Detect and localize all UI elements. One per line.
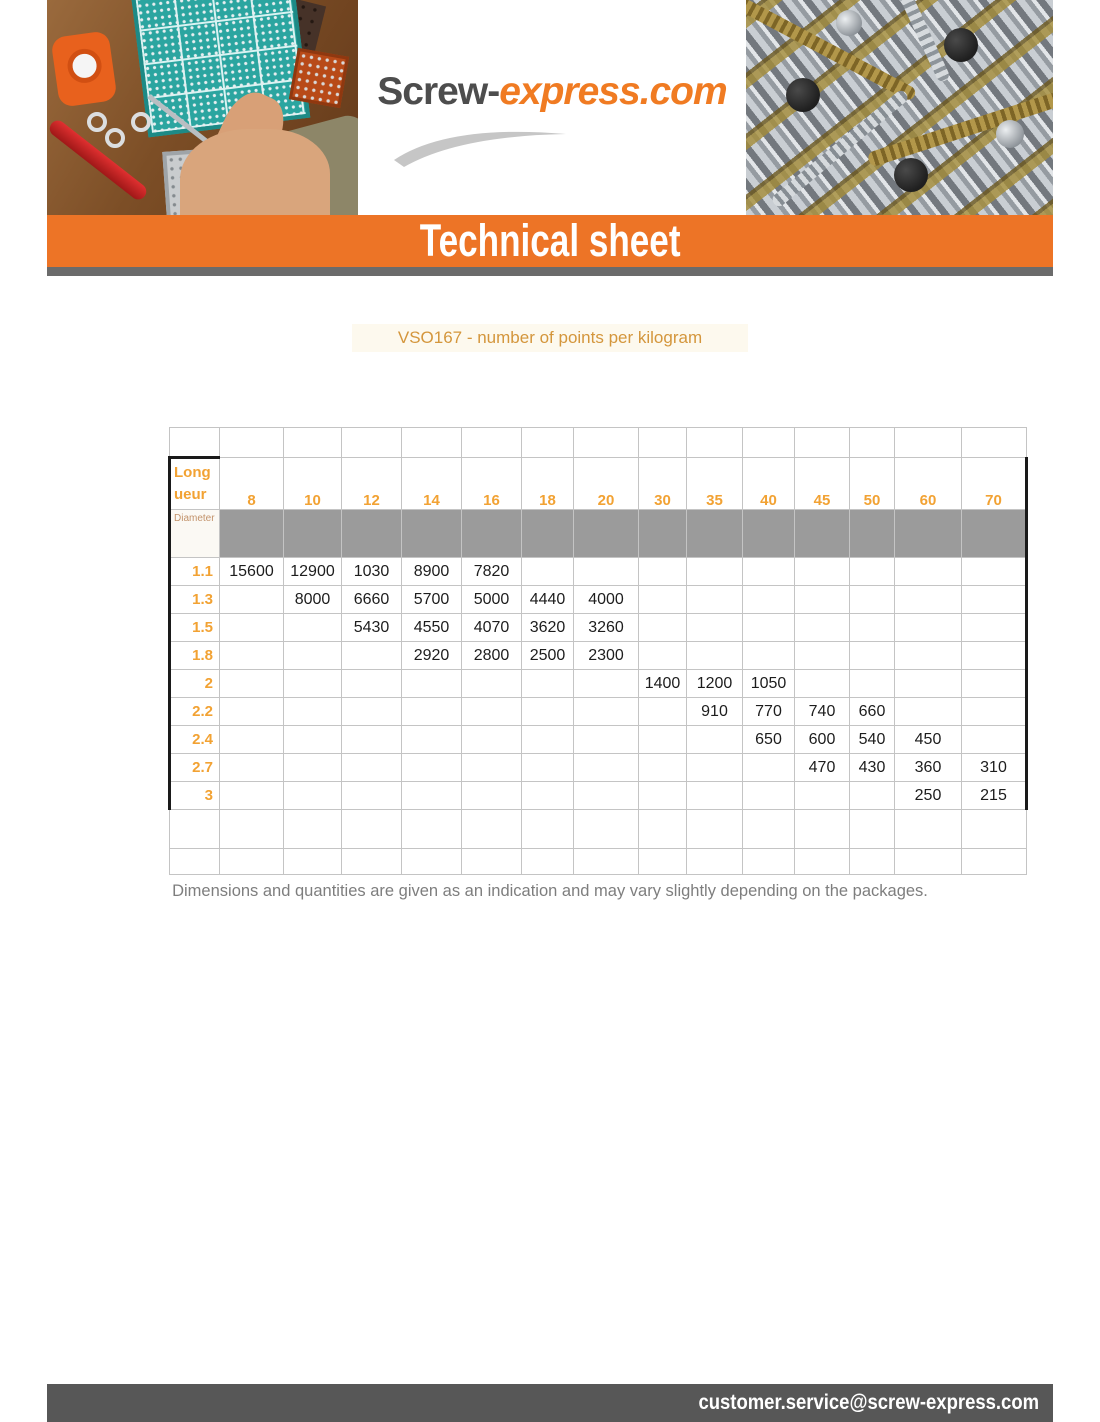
value-cell	[220, 586, 284, 614]
gray-cell	[962, 510, 1027, 558]
empty-cell	[639, 428, 687, 458]
value-cell	[522, 558, 574, 586]
value-cell	[522, 670, 574, 698]
value-cell	[895, 670, 962, 698]
value-cell: 1030	[342, 558, 402, 586]
washer	[105, 128, 125, 148]
value-cell	[220, 726, 284, 754]
hand	[180, 129, 330, 215]
length-col-header: 60	[895, 458, 962, 510]
page-title: VSO167 - number of points per kilogram	[352, 324, 748, 352]
logo-swoosh	[388, 120, 578, 170]
empty-cell	[895, 428, 962, 458]
length-col-header: 35	[687, 458, 743, 510]
value-cell	[220, 698, 284, 726]
length-col-header: 18	[522, 458, 574, 510]
value-cell	[962, 670, 1027, 698]
value-cell	[795, 614, 850, 642]
value-cell	[962, 726, 1027, 754]
value-cell	[850, 670, 895, 698]
value-cell: 4070	[462, 614, 522, 642]
table-row	[170, 510, 1027, 558]
value-cell: 250	[895, 782, 962, 810]
value-cell	[743, 642, 795, 670]
empty-cell	[220, 810, 284, 849]
table-row	[170, 558, 1027, 586]
workbench-photo	[47, 0, 358, 215]
empty-cell	[850, 428, 895, 458]
table-row	[170, 810, 1027, 849]
value-cell: 910	[687, 698, 743, 726]
diameter-row-label: 2.4	[170, 726, 220, 754]
empty-cell	[895, 810, 962, 849]
gray-cell	[687, 510, 743, 558]
value-cell	[284, 642, 342, 670]
empty-cell	[687, 428, 743, 458]
gray-cell	[462, 510, 522, 558]
empty-cell	[402, 428, 462, 458]
gray-cell	[574, 510, 639, 558]
empty-cell	[743, 428, 795, 458]
value-cell	[220, 754, 284, 782]
empty-cell	[574, 428, 639, 458]
length-col-header: 45	[795, 458, 850, 510]
value-cell	[284, 726, 342, 754]
value-cell	[462, 754, 522, 782]
value-cell	[795, 586, 850, 614]
footnote: Dimensions and quantities are given as an indication and may vary slightly depending on the packages.	[172, 882, 928, 900]
value-cell: 7820	[462, 558, 522, 586]
value-cell	[850, 782, 895, 810]
empty-cell	[743, 849, 795, 875]
value-cell	[895, 558, 962, 586]
value-cell	[402, 670, 462, 698]
table-row	[170, 849, 1027, 875]
value-cell: 2800	[462, 642, 522, 670]
value-cell	[220, 782, 284, 810]
value-cell: 740	[795, 698, 850, 726]
value-cell	[850, 642, 895, 670]
value-cell: 215	[962, 782, 1027, 810]
screw-head	[894, 158, 928, 192]
value-cell: 4550	[402, 614, 462, 642]
empty-cell	[462, 849, 522, 875]
value-cell	[574, 558, 639, 586]
washer	[131, 112, 151, 132]
gray-cell	[342, 510, 402, 558]
value-cell	[962, 642, 1027, 670]
value-cell	[687, 754, 743, 782]
length-col-header: 40	[743, 458, 795, 510]
diameter-row-label: 2.2	[170, 698, 220, 726]
table-row	[170, 428, 1027, 458]
value-cell	[220, 642, 284, 670]
value-cell: 2500	[522, 642, 574, 670]
value-cell: 12900	[284, 558, 342, 586]
table-row	[170, 642, 1027, 670]
value-cell	[895, 698, 962, 726]
table-row	[170, 670, 1027, 698]
value-cell	[402, 698, 462, 726]
empty-cell	[795, 810, 850, 849]
value-cell	[342, 670, 402, 698]
points-per-kilogram-table	[168, 427, 1028, 875]
empty-cell	[574, 849, 639, 875]
value-cell: 6660	[342, 586, 402, 614]
screw-head	[836, 10, 862, 36]
empty-cell	[687, 810, 743, 849]
value-cell: 3260	[574, 614, 639, 642]
length-col-header: 14	[402, 458, 462, 510]
table-row	[170, 614, 1027, 642]
value-cell	[962, 586, 1027, 614]
value-cell	[795, 782, 850, 810]
value-cell	[795, 670, 850, 698]
value-cell: 8900	[402, 558, 462, 586]
value-cell: 5700	[402, 586, 462, 614]
value-cell	[639, 614, 687, 642]
value-cell	[895, 586, 962, 614]
screw-head	[996, 120, 1024, 148]
value-cell: 1400	[639, 670, 687, 698]
empty-cell	[639, 849, 687, 875]
value-cell: 3620	[522, 614, 574, 642]
value-cell	[284, 614, 342, 642]
value-cell	[687, 586, 743, 614]
diameter-row-label: 3	[170, 782, 220, 810]
length-col-header: 30	[639, 458, 687, 510]
empty-cell	[462, 810, 522, 849]
value-cell: 360	[895, 754, 962, 782]
technical-sheet-banner	[47, 215, 1053, 267]
empty-cell	[743, 810, 795, 849]
value-cell	[895, 642, 962, 670]
value-cell	[743, 782, 795, 810]
table-row	[170, 698, 1027, 726]
value-cell	[342, 754, 402, 782]
empty-cell	[170, 428, 220, 458]
logo-text-screw: Screw-	[377, 70, 500, 113]
table-row	[170, 754, 1027, 782]
gray-cell	[284, 510, 342, 558]
value-cell: 4000	[574, 586, 639, 614]
value-cell	[743, 614, 795, 642]
length-col-header: 20	[574, 458, 639, 510]
empty-cell	[574, 810, 639, 849]
screws-photo	[746, 0, 1053, 215]
screw-head	[786, 78, 820, 112]
empty-cell	[342, 849, 402, 875]
empty-cell	[850, 849, 895, 875]
diameter-row-label: 2.7	[170, 754, 220, 782]
banner-title: Technical sheet	[419, 215, 681, 266]
empty-cell	[850, 810, 895, 849]
value-cell: 15600	[220, 558, 284, 586]
value-cell: 2300	[574, 642, 639, 670]
value-cell	[284, 698, 342, 726]
value-cell	[743, 586, 795, 614]
value-cell	[895, 614, 962, 642]
value-cell	[639, 754, 687, 782]
value-cell	[402, 782, 462, 810]
length-col-header: 8	[220, 458, 284, 510]
length-col-header: 70	[962, 458, 1027, 510]
empty-cell	[795, 428, 850, 458]
value-cell	[342, 782, 402, 810]
length-col-header: 10	[284, 458, 342, 510]
value-cell	[639, 726, 687, 754]
value-cell	[574, 782, 639, 810]
length-col-header: 16	[462, 458, 522, 510]
value-cell	[850, 614, 895, 642]
value-cell	[574, 726, 639, 754]
table-row	[170, 586, 1027, 614]
value-cell	[342, 642, 402, 670]
diameter-row-label: 1.1	[170, 558, 220, 586]
value-cell	[284, 670, 342, 698]
value-cell: 5000	[462, 586, 522, 614]
value-cell: 8000	[284, 586, 342, 614]
gray-cell	[522, 510, 574, 558]
value-cell	[402, 726, 462, 754]
value-cell: 650	[743, 726, 795, 754]
value-cell	[850, 586, 895, 614]
value-cell	[639, 698, 687, 726]
empty-cell	[895, 849, 962, 875]
gray-cell	[850, 510, 895, 558]
value-cell: 1200	[687, 670, 743, 698]
empty-cell	[522, 428, 574, 458]
gray-cell	[402, 510, 462, 558]
value-cell: 770	[743, 698, 795, 726]
value-cell	[962, 558, 1027, 586]
empty-cell	[795, 849, 850, 875]
length-header-cell	[170, 458, 220, 510]
value-cell	[462, 782, 522, 810]
value-cell: 5430	[342, 614, 402, 642]
value-cell	[462, 698, 522, 726]
gray-cell	[639, 510, 687, 558]
washer	[87, 112, 107, 132]
value-cell	[574, 754, 639, 782]
value-cell: 310	[962, 754, 1027, 782]
value-cell	[639, 782, 687, 810]
value-cell	[462, 670, 522, 698]
empty-cell	[170, 810, 220, 849]
diameter-row-label: 2	[170, 670, 220, 698]
empty-cell	[522, 849, 574, 875]
value-cell	[743, 754, 795, 782]
value-cell	[462, 726, 522, 754]
value-cell	[743, 558, 795, 586]
empty-cell	[522, 810, 574, 849]
value-cell	[639, 642, 687, 670]
diameter-row-label: 1.3	[170, 586, 220, 614]
value-cell: 4440	[522, 586, 574, 614]
logo-zone	[358, 0, 746, 215]
length-col-header: 50	[850, 458, 895, 510]
gray-cell	[220, 510, 284, 558]
value-cell	[220, 670, 284, 698]
diameter-row-label: 1.8	[170, 642, 220, 670]
table-row	[170, 458, 1027, 510]
empty-cell	[170, 849, 220, 875]
empty-cell	[402, 849, 462, 875]
value-cell	[342, 698, 402, 726]
footer-bar	[47, 1384, 1053, 1422]
empty-cell	[284, 428, 342, 458]
empty-cell	[462, 428, 522, 458]
divider	[47, 267, 1053, 276]
table-row	[170, 726, 1027, 754]
value-cell	[402, 754, 462, 782]
logo-text-express: express.com	[499, 70, 727, 113]
length-col-header: 12	[342, 458, 402, 510]
value-cell	[522, 698, 574, 726]
value-cell	[284, 754, 342, 782]
empty-cell	[962, 849, 1027, 875]
empty-cell	[284, 849, 342, 875]
gray-cell	[895, 510, 962, 558]
sheet-title-row	[0, 324, 1100, 352]
value-cell	[962, 698, 1027, 726]
value-cell: 600	[795, 726, 850, 754]
value-cell	[522, 782, 574, 810]
value-cell	[687, 558, 743, 586]
length-header-line2: ueur	[174, 486, 207, 503]
value-cell: 540	[850, 726, 895, 754]
value-cell: 1050	[743, 670, 795, 698]
value-cell	[574, 698, 639, 726]
value-cell	[687, 642, 743, 670]
value-cell: 2920	[402, 642, 462, 670]
value-cell	[850, 558, 895, 586]
empty-cell	[962, 428, 1027, 458]
table-row	[170, 782, 1027, 810]
value-cell	[687, 782, 743, 810]
tape-measure	[50, 30, 117, 107]
value-cell	[284, 782, 342, 810]
empty-cell	[342, 810, 402, 849]
empty-cell	[639, 810, 687, 849]
value-cell: 470	[795, 754, 850, 782]
value-cell	[220, 614, 284, 642]
value-cell	[687, 614, 743, 642]
empty-cell	[284, 810, 342, 849]
length-header-line1: Long	[174, 463, 211, 481]
value-cell	[795, 558, 850, 586]
value-cell	[342, 726, 402, 754]
value-cell	[574, 670, 639, 698]
brand-logo	[358, 70, 746, 114]
empty-cell	[342, 428, 402, 458]
gray-cell	[795, 510, 850, 558]
empty-cell	[402, 810, 462, 849]
empty-cell	[687, 849, 743, 875]
diameter-row-label: 1.5	[170, 614, 220, 642]
value-cell	[522, 726, 574, 754]
value-cell: 660	[850, 698, 895, 726]
screw-head	[944, 28, 978, 62]
value-cell	[962, 614, 1027, 642]
gray-cell	[743, 510, 795, 558]
value-cell: 450	[895, 726, 962, 754]
value-cell	[522, 754, 574, 782]
value-cell: 430	[850, 754, 895, 782]
diameter-label-cell: Diameter	[170, 510, 220, 558]
value-cell	[639, 586, 687, 614]
empty-cell	[220, 428, 284, 458]
small-parts-tray	[289, 48, 349, 108]
empty-cell	[962, 810, 1027, 849]
value-cell	[639, 558, 687, 586]
footer-email[interactable]: customer.service@screw-express.com	[698, 1391, 1039, 1414]
value-cell	[687, 726, 743, 754]
value-cell	[795, 642, 850, 670]
empty-cell	[220, 849, 284, 875]
